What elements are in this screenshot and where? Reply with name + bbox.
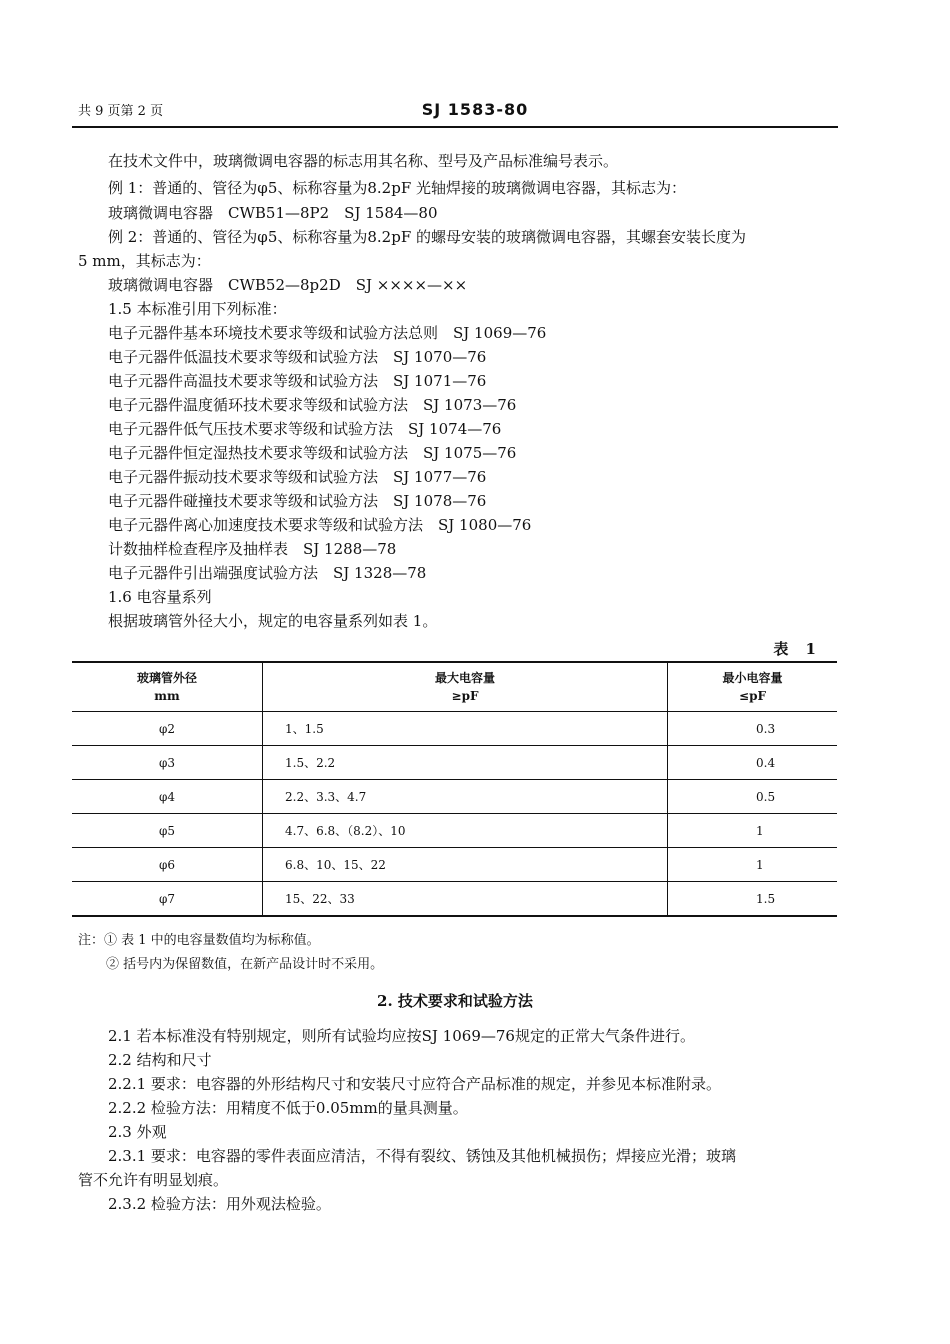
- reference-item: 电子元器件引出端强度试验方法 SJ 1328—78: [108, 564, 427, 582]
- cell-diameter: φ7: [72, 882, 263, 917]
- example-1: 例 1：普通的、管径为φ5、标称容量为8.2pF 光轴焊接的玻璃微调电容器，其标志为：: [108, 179, 686, 197]
- clause-2-3: 2.3 外观: [108, 1123, 167, 1141]
- col-header-diameter: 玻璃管外径 mm: [72, 662, 263, 712]
- reference-item: 计数抽样检查程序及抽样表 SJ 1288—78: [108, 540, 397, 558]
- reference-item: 电子元器件基本环境技术要求等级和试验方法总则 SJ 1069—76: [108, 324, 547, 342]
- example-2: 例 2：普通的、管径为φ5、标称容量为8.2pF 的螺母安装的玻璃微调电容器，其螺套安装长度为: [108, 228, 746, 246]
- col-header-max: 最大电容量 ≥pF: [263, 662, 668, 712]
- capacitance-table: [72, 661, 837, 917]
- cell-min: 1: [668, 848, 838, 882]
- reference-item: 电子元器件低气压技术要求等级和试验方法 SJ 1074—76: [108, 420, 502, 438]
- cell-max: 1、1.5: [263, 712, 668, 746]
- clause-2-3-2: 2.3.2 检验方法：用外观法检验。: [108, 1195, 331, 1213]
- table-header-row: [72, 662, 837, 712]
- table-note-1: 注：① 表 1 中的电容量数值均为标称值。: [78, 933, 320, 948]
- reference-item: 电子元器件温度循环技术要求等级和试验方法 SJ 1073—76: [108, 396, 517, 414]
- header-rule: [72, 126, 838, 128]
- example-2-cont: 5 mm，其标志为：: [78, 252, 211, 270]
- cell-diameter: φ2: [72, 712, 263, 746]
- clause-2-3-1-cont: 管不允许有明显划痕。: [78, 1171, 229, 1189]
- reference-item: 电子元器件高温技术要求等级和试验方法 SJ 1071—76: [108, 372, 487, 390]
- clause-2-3-1: 2.3.1 要求：电容器的零件表面应清洁，不得有裂纹、锈蚀及其他机械损伤；焊接应光滑；玻璃: [108, 1147, 736, 1165]
- page-number: 共 9 页第 2 页: [78, 104, 164, 119]
- reference-item: 电子元器件碰撞技术要求等级和试验方法 SJ 1078—76: [108, 492, 487, 510]
- cell-max: 4.7、6.8、（8.2）、10: [263, 814, 668, 848]
- reference-item: 电子元器件离心加速度技术要求等级和试验方法 SJ 1080—76: [108, 516, 532, 534]
- cell-max: 6.8、10、15、22: [263, 848, 668, 882]
- cell-diameter: φ4: [72, 780, 263, 814]
- table-row: [72, 746, 837, 780]
- clause-1-5: 1.5 本标准引用下列标准：: [108, 300, 287, 318]
- cell-max: 15、22、33: [263, 882, 668, 917]
- table-row: [72, 882, 837, 917]
- cell-max: 1.5、2.2: [263, 746, 668, 780]
- cell-min: 0.3: [668, 712, 838, 746]
- table-row: [72, 712, 837, 746]
- col-header-min: 最小电容量 ≤pF: [668, 662, 838, 712]
- cell-diameter: φ3: [72, 746, 263, 780]
- reference-item: 电子元器件恒定湿热技术要求等级和试验方法 SJ 1075—76: [108, 444, 517, 462]
- paragraph-marking: 在技术文件中，玻璃微调电容器的标志用其名称、型号及产品标准编号表示。: [108, 152, 619, 170]
- clause-2-2-2: 2.2.2 检验方法：用精度不低于0.05mm的量具测量。: [108, 1099, 468, 1117]
- table-intro: 根据玻璃管外径大小，规定的电容量系列如表 1。: [108, 612, 438, 630]
- cell-min: 1.5: [668, 882, 838, 917]
- cell-diameter: φ6: [72, 848, 263, 882]
- standard-number: SJ 1583-80: [421, 100, 529, 119]
- clause-1-6: 1.6 电容量系列: [108, 588, 212, 606]
- cell-diameter: φ5: [72, 814, 263, 848]
- cell-min: 0.4: [668, 746, 838, 780]
- section-title: 2. 技术要求和试验方法: [377, 992, 533, 1010]
- example-1-mark: 玻璃微调电容器 CWB51—8P2 SJ 1584—80: [108, 204, 438, 222]
- table-note-2: ② 括号内为保留数值，在新产品设计时不采用。: [106, 957, 384, 972]
- cell-min: 1: [668, 814, 838, 848]
- clause-2-1: 2.1 若本标准没有特别规定，则所有试验均应按SJ 1069—76规定的正常大气条件进行。: [108, 1027, 695, 1045]
- example-2-mark: 玻璃微调电容器 CWB52—8p2D SJ ××××—××: [108, 276, 468, 294]
- clause-2-2: 2.2 结构和尺寸: [108, 1051, 212, 1069]
- cell-max: 2.2、3.3、4.7: [263, 780, 668, 814]
- clause-2-2-1: 2.2.1 要求：电容器的外形结构尺寸和安装尺寸应符合产品标准的规定，并参见本标准附录。: [108, 1075, 721, 1093]
- table-row: [72, 848, 837, 882]
- table-caption: 表 1: [773, 640, 822, 658]
- table-row: [72, 814, 837, 848]
- reference-item: 电子元器件振动技术要求等级和试验方法 SJ 1077—76: [108, 468, 487, 486]
- reference-item: 电子元器件低温技术要求等级和试验方法 SJ 1070—76: [108, 348, 487, 366]
- table-row: [72, 780, 837, 814]
- cell-min: 0.5: [668, 780, 838, 814]
